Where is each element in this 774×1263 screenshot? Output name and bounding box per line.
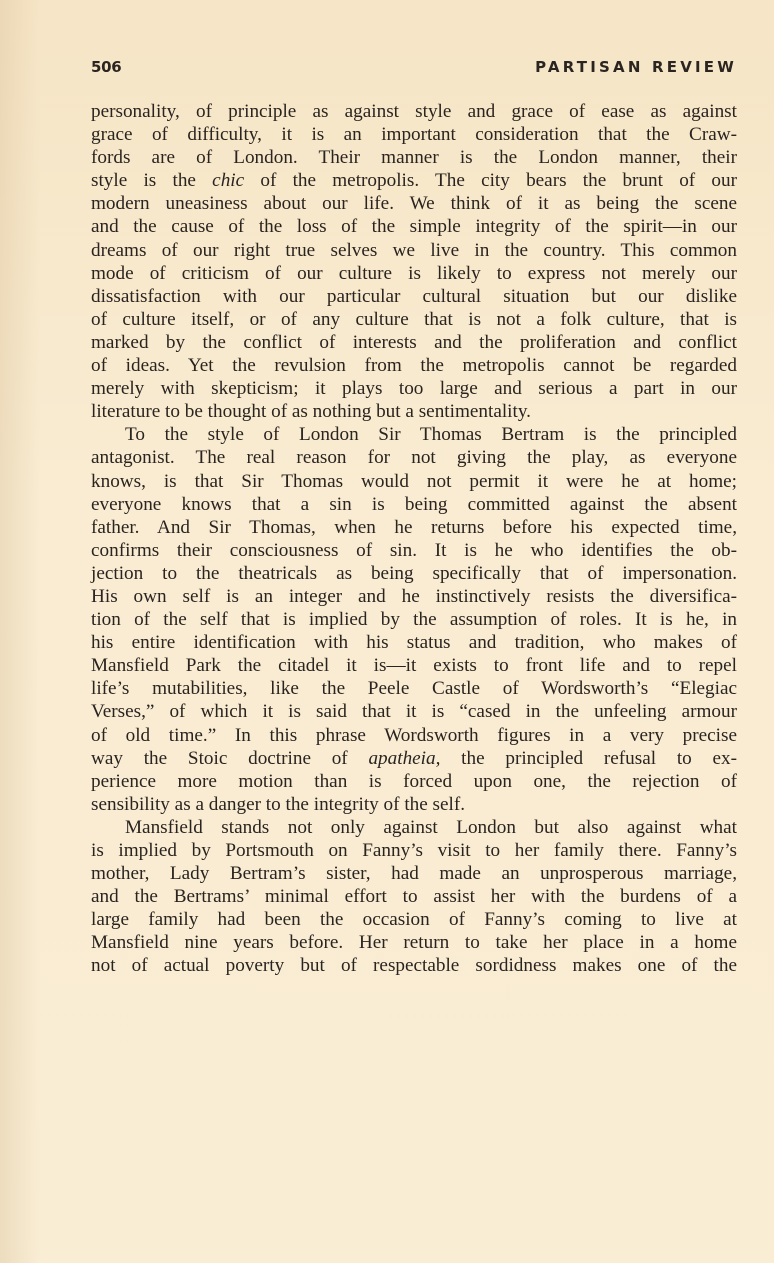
journal-title: PARTISAN REVIEW	[535, 58, 737, 76]
text-line: and the Bertrams’ minimal effort to assist her with the burdens of a	[91, 886, 737, 908]
text-line: life’s mutabilities, like the Peele Castle of Wordsworth’s “Elegiac	[91, 678, 737, 700]
text-line: tion of the self that is implied by the assumption of roles. It is he, in	[91, 609, 737, 631]
text-line: perience more motion than is forced upon one, the rejection of	[91, 770, 737, 792]
text-line: dreams of our right true selves we live in the country. This common	[91, 239, 737, 261]
text-line: of old time.” In this phrase Wordsworth figures in a very precise	[91, 724, 737, 746]
paragraph-last-line: literature to be thought of as nothing but a sentimentality.	[91, 401, 531, 423]
text-line: mode of criticism of our culture is likely to express not merely our	[91, 262, 737, 284]
body-text	[91, 100, 737, 978]
text-segment: the principled refusal to ex-	[440, 747, 738, 769]
paragraph-first-line: To the style of London Sir Thomas Bertram is the principled	[125, 424, 737, 446]
text-line: fords are of London. Their manner is the London manner, their	[91, 147, 737, 169]
text-line	[91, 169, 737, 192]
text-segment: of the metropolis. The city bears the brunt of our	[244, 170, 737, 192]
text-line: merely with skepticism; it plays too large and serious a part in our	[91, 378, 737, 400]
text-line: marked by the conflict of interests and the proliferation and conflict	[91, 331, 737, 353]
text-line: personality, of principle as against style and grace of ease as against	[91, 101, 737, 122]
text-line: father. And Sir Thomas, when he returns before his expected time,	[91, 516, 737, 538]
page-number: 506	[91, 58, 122, 76]
page-edge-shadow	[0, 0, 40, 1263]
text-line: his entire identification with his status and tradition, who makes of	[91, 632, 737, 654]
text-line: of ideas. Yet the revulsion from the metropolis cannot be regarded	[91, 355, 737, 377]
italic-term: chic	[212, 170, 245, 192]
paragraph-last-line: sensibility as a danger to the integrity of the self.	[91, 793, 466, 815]
text-line: and the cause of the loss of the simple integrity of the spirit—in our	[91, 216, 737, 238]
text-line: jection to the theatricals as being specifically that of impersonation.	[91, 562, 737, 584]
text-line: confirms their consciousness of sin. It is he who identifies the ob-	[91, 539, 737, 561]
text-line: mother, Lady Bertram’s sister, had made an unprosperous marriage,	[91, 863, 737, 885]
running-head	[91, 58, 737, 80]
text-line: is implied by Portsmouth on Fanny’s visit to her family there. Fanny’s	[91, 840, 737, 861]
text-line: antagonist. The real reason for not giving the play, as everyone	[91, 447, 737, 469]
text-line: Verses,” of which it is said that it is “cased in the unfeeling armour	[91, 701, 737, 723]
text-line: of culture itself, or of any culture that is not a folk culture, that is	[91, 308, 737, 330]
text-line: Mansfield nine years before. Her return to take her place in a home	[91, 932, 737, 954]
text-line: Mansfield Park the citadel it is—it exists to front life and to repel	[91, 655, 737, 677]
italic-term: apatheia,	[368, 747, 441, 769]
text-segment: style is the	[91, 170, 213, 192]
text-line: dissatisfaction with our particular cultural situation but our dislike	[91, 285, 737, 307]
text-segment: way the Stoic doctrine of	[91, 747, 369, 769]
text-line: His own self is an integer and he instinctively resists the diversifica-	[91, 585, 737, 607]
text-line: not of actual poverty but of respectable sordidness makes one of the	[91, 955, 737, 977]
text-line: modern uneasiness about our life. We think of it as being the scene	[91, 193, 737, 215]
text-line: large family had been the occasion of Fanny’s coming to live at	[91, 909, 737, 931]
text-line: knows, is that Sir Thomas would not permit it were he at home;	[91, 470, 737, 492]
text-line: everyone knows that a sin is being committed against the absent	[91, 493, 737, 515]
text-line: grace of difficulty, it is an important consideration that the Craw-	[91, 124, 737, 146]
paragraph-first-line: Mansfield stands not only against London but also against what	[125, 816, 737, 838]
text-line	[91, 747, 737, 770]
